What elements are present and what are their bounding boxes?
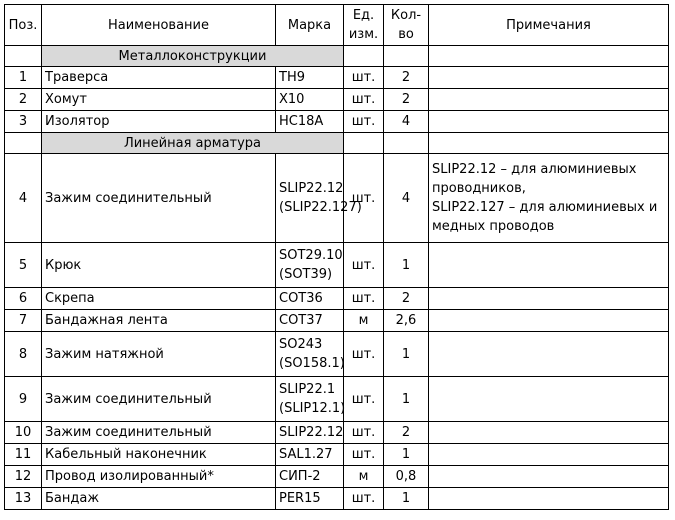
mark-line: SLIP22.1 <box>279 382 336 397</box>
cell-mark: SLIP22.12 <box>276 422 344 444</box>
cell-unit: шт. <box>344 154 384 243</box>
cell-mark <box>276 154 362 243</box>
cell-note <box>429 288 669 310</box>
cell-unit: м <box>344 310 384 332</box>
cell-name: Зажим натяжной <box>42 332 276 377</box>
cell-pos: 9 <box>5 377 42 422</box>
cell-unit: шт. <box>344 111 384 133</box>
mark-line-alt: (SO158.1) <box>279 356 345 371</box>
mark-line: SOT29.10 <box>279 248 343 263</box>
cell-pos: 2 <box>5 89 42 111</box>
cell-mark <box>276 243 344 288</box>
cell-pos: 10 <box>5 422 42 444</box>
cell-note <box>429 243 669 288</box>
header-name: Наименование <box>42 5 276 46</box>
note-line: SLIP22.127 – для алюминиевых и <box>432 200 658 215</box>
cell-pos: 4 <box>5 154 42 243</box>
cell-qty: 4 <box>384 154 429 243</box>
cell-mark: COT37 <box>276 310 344 332</box>
cell-mark: НС18А <box>276 111 344 133</box>
cell-pos: 12 <box>5 466 42 488</box>
table-row <box>5 243 669 288</box>
cell-unit: шт. <box>344 288 384 310</box>
cell-name: Хомут <box>42 89 276 111</box>
cell-note <box>429 377 669 422</box>
cell-qty: 1 <box>384 377 429 422</box>
cell-qty: 2 <box>384 288 429 310</box>
mark-line: SLIP22.12 <box>279 181 344 196</box>
cell-note <box>429 488 669 510</box>
cell-name: Кабельный наконечник <box>42 444 276 466</box>
mark-line-alt: (SLIP12.1) <box>279 401 346 416</box>
table-row <box>5 111 669 133</box>
cell-qty: 0,8 <box>384 466 429 488</box>
cell-unit: шт. <box>344 377 384 422</box>
cell-qty: 1 <box>384 488 429 510</box>
cell-note <box>429 466 669 488</box>
cell-unit: шт. <box>344 243 384 288</box>
cell-note <box>429 154 669 243</box>
cell-note <box>429 310 669 332</box>
cell-unit: м <box>344 466 384 488</box>
cell-unit: шт. <box>344 332 384 377</box>
mark-line-alt: (SOT39) <box>279 267 333 282</box>
header-unit: Ед. изм. <box>344 5 384 46</box>
cell-mark <box>276 332 344 377</box>
table-row <box>5 288 669 310</box>
cell-name: Бандажная лента <box>42 310 276 332</box>
table-row <box>5 422 669 444</box>
table-row <box>5 310 669 332</box>
cell-pos: 7 <box>5 310 42 332</box>
mark-line: SO243 <box>279 337 323 352</box>
header-qty: Кол-во <box>384 5 429 46</box>
cell-qty: 2,6 <box>384 310 429 332</box>
header-mark: Марка <box>276 5 344 46</box>
table-row <box>5 488 669 510</box>
cell-pos: 1 <box>5 67 42 89</box>
cell-qty: 4 <box>384 111 429 133</box>
cell-pos: 5 <box>5 243 42 288</box>
cell-mark: SAL1.27 <box>276 444 344 466</box>
table-row <box>5 377 669 422</box>
cell-mark: COT36 <box>276 288 344 310</box>
cell-name: Зажим соединительный <box>42 377 276 422</box>
cell-name: Траверса <box>42 67 276 89</box>
cell-mark: PER15 <box>276 488 344 510</box>
section-row <box>5 46 669 67</box>
table-row <box>5 154 669 243</box>
cell-pos: 8 <box>5 332 42 377</box>
cell-note <box>429 111 669 133</box>
table-row <box>5 466 669 488</box>
table-row <box>5 89 669 111</box>
cell-note <box>429 332 669 377</box>
header-notes: Примечания <box>429 5 669 46</box>
cell-unit: шт. <box>344 444 384 466</box>
cell-qty: 2 <box>384 67 429 89</box>
header-pos: Поз. <box>5 5 42 46</box>
cell-note <box>429 89 669 111</box>
table-row <box>5 444 669 466</box>
mark-line-alt: (SLIP22.127) <box>279 200 362 215</box>
cell-pos: 13 <box>5 488 42 510</box>
cell-pos: 11 <box>5 444 42 466</box>
cell-qty: 2 <box>384 89 429 111</box>
cell-unit: шт. <box>344 67 384 89</box>
cell-note <box>429 422 669 444</box>
cell-mark: ТН9 <box>276 67 344 89</box>
cell-qty: 1 <box>384 332 429 377</box>
cell-name: Бандаж <box>42 488 276 510</box>
specification-table <box>4 4 669 510</box>
cell-unit: шт. <box>344 422 384 444</box>
cell-name: Изолятор <box>42 111 276 133</box>
cell-note <box>429 67 669 89</box>
section-row <box>5 133 669 154</box>
cell-qty: 2 <box>384 422 429 444</box>
section-title: Металлоконструкции <box>42 46 344 67</box>
table-row <box>5 67 669 89</box>
cell-name: Зажим соединительный <box>42 154 276 243</box>
cell-pos: 3 <box>5 111 42 133</box>
cell-name: Скрепа <box>42 288 276 310</box>
table-row <box>5 332 669 377</box>
header-row <box>5 5 669 46</box>
note-line: медных проводов <box>432 219 555 234</box>
cell-qty: 1 <box>384 243 429 288</box>
cell-qty: 1 <box>384 444 429 466</box>
note-line: SLIP22.12 – для алюминиевых <box>432 162 637 177</box>
note-line: проводников, <box>432 181 526 196</box>
cell-mark: Х10 <box>276 89 344 111</box>
specification-sheet <box>4 4 669 510</box>
cell-name: Зажим соединительный <box>42 422 276 444</box>
cell-unit: шт. <box>344 488 384 510</box>
cell-mark: СИП-2 <box>276 466 344 488</box>
cell-unit: шт. <box>344 89 384 111</box>
cell-note <box>429 444 669 466</box>
cell-mark <box>276 377 344 422</box>
cell-pos: 6 <box>5 288 42 310</box>
section-title: Линейная арматура <box>42 133 344 154</box>
cell-name: Крюк <box>42 243 276 288</box>
cell-name: Провод изолированный* <box>42 466 276 488</box>
